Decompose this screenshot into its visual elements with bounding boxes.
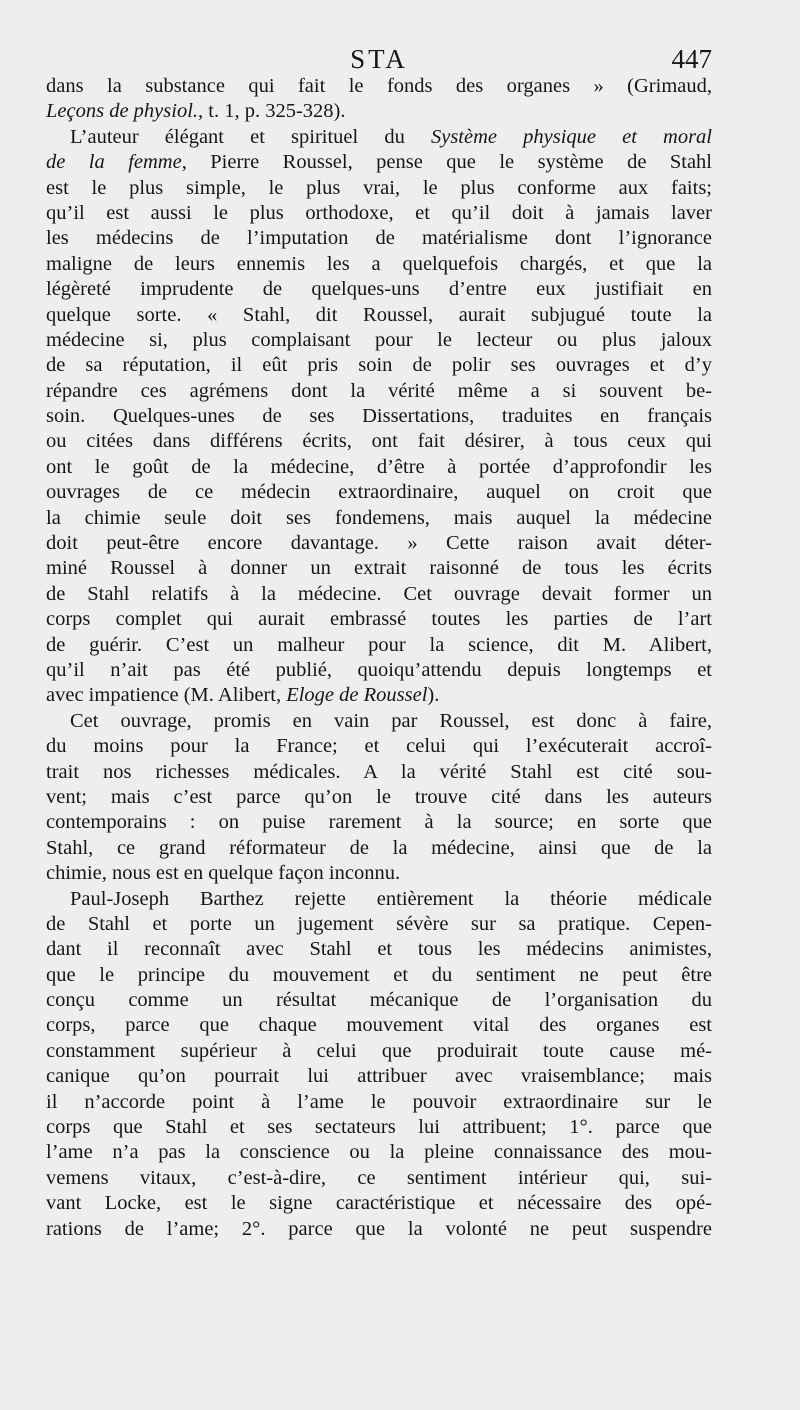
text-line: Paul-Joseph Barthez rejette entièrement la théorie médicale: [70, 887, 712, 910]
text-line: l’ame n’a pas la conscience ou la pleine connaissance des mou-: [46, 1141, 712, 1164]
text-line: quelque sorte. « Stahl, dit Roussel, aurait subjugué toute la: [46, 303, 712, 326]
text-segment: , t. 1, p. 325-328).: [198, 100, 346, 123]
text-line: qu’il n’ait pas été publié, quoiqu’attendu depuis longtemps et: [46, 658, 712, 681]
text-line: médecine si, plus complaisant pour le lecteur ou plus jaloux: [46, 328, 712, 351]
text-line: la chimie seule doit ses fondemens, mais auquel la médecine: [46, 506, 712, 529]
text-line: conçu comme un résultat mécanique de l’organisation du: [46, 989, 712, 1012]
text-line: [46, 150, 712, 175]
text-line: du moins pour la France; et celui qui l’exécuterait accroî-: [46, 735, 712, 758]
page-number: 447: [671, 44, 712, 74]
text-segment: ).: [427, 684, 440, 707]
text-line: Stahl, ce grand réformateur de la médecine, ainsi que de la: [46, 836, 712, 859]
text-line: contemporains : on puise rarement à la source; en sorte que: [46, 811, 712, 834]
text-line: chimie, nous est en quelque façon inconnu.: [46, 862, 401, 885]
text-line: rations de l’ame; 2°. parce que la volonté ne peut suspendre: [46, 1217, 712, 1240]
text-segment: , Pierre Roussel, pense que le système de Stahl: [181, 151, 713, 174]
text-line: vant Locke, est le signe caractéristique et nécessaire des opé-: [46, 1192, 712, 1215]
running-title: STA: [350, 44, 408, 74]
text-line: vemens vitaux, c’est-à-dire, ce sentiment intérieur qui, sui-: [46, 1166, 712, 1189]
text-line: miné Roussel à donner un extrait raisonné de tous les écrits: [46, 557, 712, 580]
italic-title: Système physique et moral: [430, 125, 712, 148]
text-line: de Stahl et porte un jugement sévère sur sa pratique. Cepen-: [46, 912, 712, 935]
text-line: [46, 683, 712, 708]
text-segment: avec impatience (M. Alibert,: [46, 684, 287, 707]
text-line: légèreté imprudente de quelques-uns d’entre eux justifiait en: [46, 278, 712, 301]
body-text: [46, 74, 712, 1242]
text-line: corps, parce que chaque mouvement vital des organes est: [46, 1014, 712, 1037]
text-line: ont le goût de la médecine, d’être à portée d’approfondir les: [46, 455, 712, 478]
text-line: est le plus simple, le plus vrai, le plus conforme aux faits;: [46, 176, 712, 199]
text-line: corps que Stahl et ses sectateurs lui attribuent; 1°. parce que: [46, 1116, 712, 1139]
text-line: de sa réputation, il eût pris soin de polir ses ouvrages et d’y: [46, 354, 712, 377]
text-line: Cet ouvrage, promis en vain par Roussel, est donc à faire,: [70, 709, 712, 732]
text-line: [46, 125, 712, 150]
text-line: soin. Quelques-unes de ses Dissertations, traduites en français: [46, 405, 712, 428]
text-line: dans la substance qui fait le fonds des organes » (Grimaud,: [46, 75, 712, 97]
text-line: canique qu’on pourrait lui attribuer avec vraisemblance; mais: [46, 1065, 712, 1088]
text-line: qu’il est aussi le plus orthodoxe, et qu’il doit à jamais laver: [46, 201, 712, 224]
text-line: ou citées dans différens écrits, ont fait désirer, à tous ceux qui: [46, 430, 712, 453]
text-line: constamment supérieur à celui que produirait toute cause mé-: [46, 1039, 712, 1062]
text-line: trait nos richesses médicales. A la vérité Stahl est cité sou-: [46, 760, 712, 783]
italic-title: de la femme: [46, 151, 182, 174]
text-line: vent; mais c’est parce qu’on le trouve cité dans les auteurs: [46, 785, 712, 808]
text-line: dant il reconnaît avec Stahl et tous les médecins animistes,: [46, 938, 712, 961]
text-line: de Stahl relatifs à la médecine. Cet ouvrage devait former un: [46, 582, 712, 605]
text-line: il n’accorde point à l’ame le pouvoir extraordinaire sur le: [46, 1090, 712, 1113]
text-line: répandre ces agrémens dont la vérité même a si souvent be-: [46, 379, 712, 402]
text-line: maligne de leurs ennemis les a quelquefois chargés, et que la: [46, 252, 712, 275]
text-segment: L’auteur élégant et spirituel du: [70, 125, 431, 148]
text-line: que le principe du mouvement et du sentiment ne peut être: [46, 963, 712, 986]
italic-title: Eloge de Roussel: [286, 684, 428, 707]
text-line: de guérir. C’est un malheur pour la science, dit M. Alibert,: [46, 633, 712, 656]
text-line: corps complet qui aurait embrassé toutes les parties de l’art: [46, 608, 712, 631]
text-line: les médecins de l’imputation de matérialisme dont l’ignorance: [46, 227, 712, 250]
text-line: ouvrages de ce médecin extraordinaire, auquel on croit que: [46, 481, 712, 504]
text-line: doit peut-être encore davantage. » Cette raison avait déter-: [46, 532, 712, 555]
italic-title: Leçons de physiol.: [46, 100, 199, 123]
text-line: [46, 99, 712, 124]
